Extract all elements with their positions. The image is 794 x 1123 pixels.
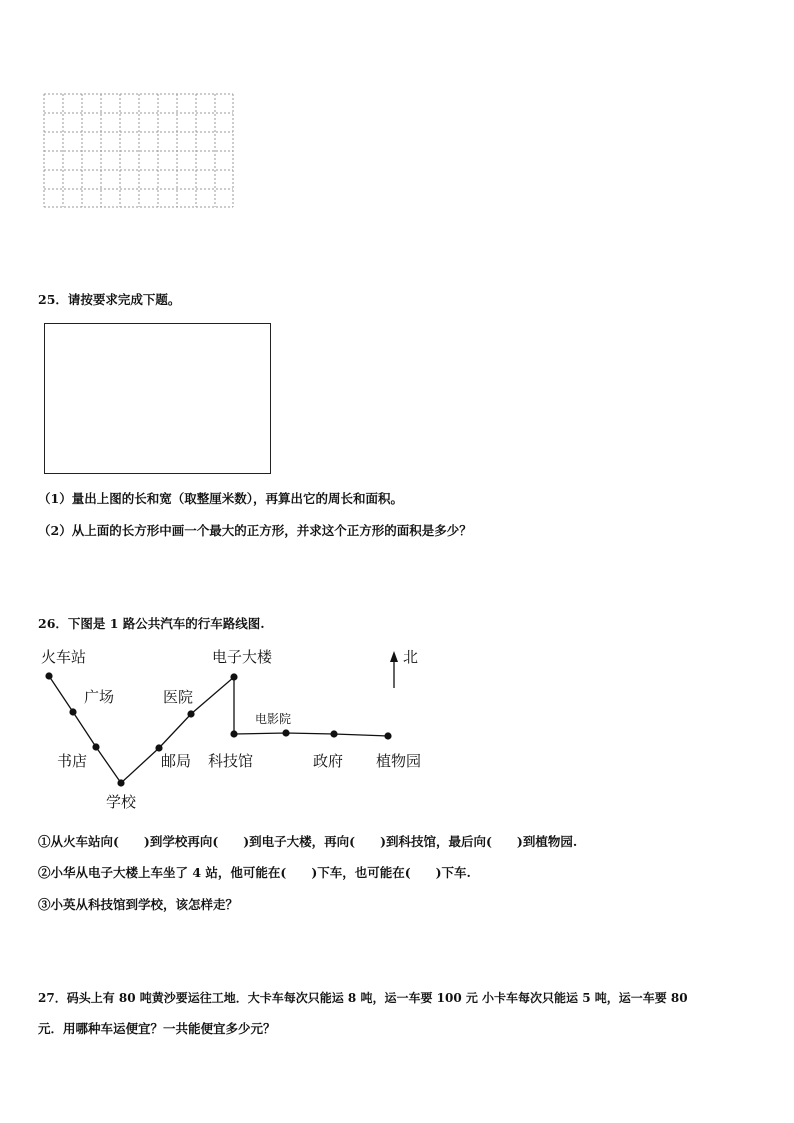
label-train-station: 火车站 bbox=[41, 648, 87, 666]
q25-rectangle bbox=[44, 323, 271, 474]
north-label: 北 bbox=[403, 648, 419, 666]
label-botanical-garden: 植物园 bbox=[376, 752, 422, 770]
label-government: 政府 bbox=[313, 752, 344, 770]
stop-hospital bbox=[187, 710, 194, 717]
label-electronics-building: 电子大楼 bbox=[212, 648, 273, 666]
q26-title: 26．下图是 1 路公共汽车的行车路线图. bbox=[38, 616, 265, 631]
label-school: 学校 bbox=[106, 793, 137, 811]
q27-line-1: 27．码头上有 80 吨黄沙要运往工地．大卡车每次只能运 8 吨，运一车要 100 元 小卡车每次只能运 5 吨，运一车要 80 bbox=[38, 991, 688, 1005]
stop-botanical-garden bbox=[384, 732, 391, 739]
q26-subquestion-1: ①从火车站向( )到学校再向( )到电子大楼，再向( )到科技馆，最后向( )到植物园. bbox=[38, 834, 578, 849]
stop-electronics-building bbox=[230, 673, 237, 680]
label-tech-museum: 科技馆 bbox=[208, 752, 254, 770]
q25-title: 25．请按要求完成下题。 bbox=[38, 292, 181, 307]
stop-square bbox=[69, 708, 76, 715]
drawing-grid bbox=[40, 90, 236, 212]
label-square: 广场 bbox=[84, 688, 115, 706]
label-hospital: 医院 bbox=[163, 688, 194, 706]
q25-subquestion-1: （1）量出上图的长和宽（取整厘米数），再算出它的周长和面积。 bbox=[38, 491, 403, 506]
label-cinema: 电影院 bbox=[255, 712, 292, 726]
q26-subquestion-2: ②小华从电子大楼上车坐了 4 站，他可能在( )下车，也可能在( )下车. bbox=[38, 865, 471, 880]
stop-train-station bbox=[45, 672, 52, 679]
label-post-office: 邮局 bbox=[161, 752, 192, 770]
stop-tech-museum bbox=[230, 730, 237, 737]
stop-cinema bbox=[282, 729, 289, 736]
label-bookstore: 书店 bbox=[57, 752, 88, 770]
q25-subquestion-2: （2）从上面的长方形中画一个最大的正方形，并求这个正方形的面积是多少？ bbox=[38, 523, 472, 538]
north-arrow-icon bbox=[390, 651, 398, 688]
bus-route-map bbox=[0, 640, 460, 815]
stop-government bbox=[330, 730, 337, 737]
q26-subquestion-3: ③小英从科技馆到学校，该怎样走？ bbox=[38, 897, 239, 912]
q27-line-2: 元．用哪种车运便宜？一共能便宜多少元？ bbox=[38, 1021, 276, 1036]
stop-bookstore bbox=[92, 743, 99, 750]
stop-post-office bbox=[155, 744, 162, 751]
stop-school bbox=[117, 779, 124, 786]
